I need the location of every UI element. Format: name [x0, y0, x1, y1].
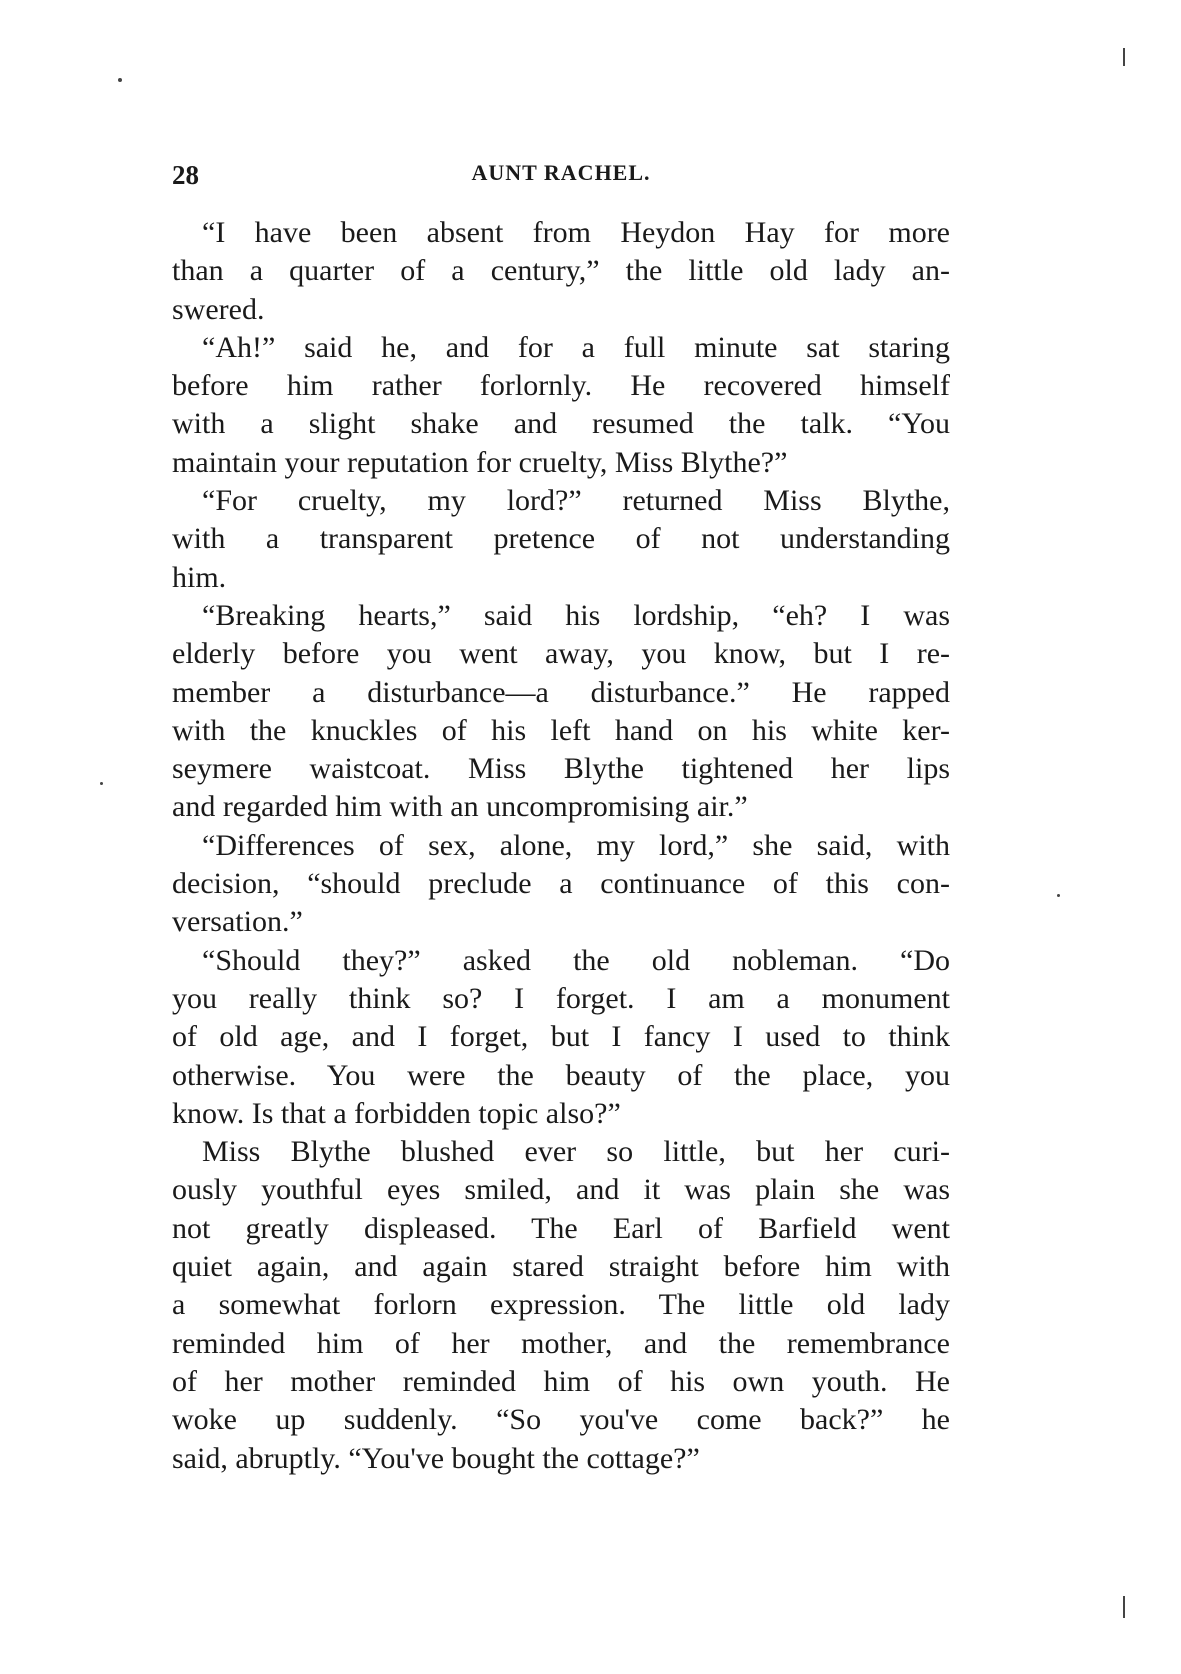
text-line: “Ah!” said he, and for a full minute sat staring — [202, 330, 950, 364]
text-line: elderly before you went away, you know, but I re- — [172, 637, 950, 671]
text-line: “I have been absent from Heydon Hay for more — [202, 216, 950, 249]
text-line: know. Is that a forbidden topic also?” — [172, 1096, 621, 1130]
text-line: member a disturbance—a disturbance.” He rapped — [172, 675, 950, 709]
text-line: swered. — [172, 292, 265, 326]
scan-speck — [100, 782, 103, 785]
text-line: said, abruptly. “You've bought the cottage?” — [172, 1441, 700, 1475]
text-line: woke up suddenly. “So you've come back?” he — [172, 1403, 950, 1437]
text-line: Miss Blythe blushed ever so little, but her curi- — [202, 1135, 950, 1169]
text-line: reminded him of her mother, and the remembrance — [172, 1326, 950, 1360]
text-line: than a quarter of a century,” the little old lady an- — [172, 254, 950, 288]
text-line: otherwise. You were the beauty of the place, you — [172, 1058, 950, 1092]
text-line: a somewhat forlorn expression. The little old lady — [172, 1288, 950, 1322]
text-line: with the knuckles of his left hand on his white ker- — [172, 713, 950, 747]
paragraph — [172, 1133, 950, 1478]
scan-speck — [1123, 1596, 1125, 1618]
text-line: ously youthful eyes smiled, and it was plain she was — [172, 1173, 950, 1207]
text-line: “For cruelty, my lord?” returned Miss Blythe, — [202, 484, 950, 518]
text-line: him. — [172, 560, 227, 594]
text-line: “Breaking hearts,” said his lordship, “eh? I was — [202, 598, 950, 632]
paragraph — [172, 827, 950, 942]
text-line: before him rather forlornly. He recovered himself — [172, 369, 950, 403]
paragraph — [172, 482, 950, 597]
text-line: seymere waistcoat. Miss Blythe tightened her lips — [172, 752, 950, 786]
page-number: 28 — [172, 160, 199, 190]
running-title: AUNT RACHEL. — [471, 160, 651, 185]
text-line: “Should they?” asked the old nobleman. “Do — [202, 943, 950, 977]
text-line: you really think so? I forget. I am a monument — [172, 981, 950, 1015]
scan-speck — [1057, 894, 1060, 897]
text-line: of old age, and I forget, but I fancy I used to think — [172, 1020, 950, 1054]
text-line: “Differences of sex, alone, my lord,” she said, with — [202, 828, 950, 862]
body-text — [172, 214, 950, 1478]
text-line: of her mother reminded him of his own youth. He — [172, 1364, 950, 1398]
text-line: decision, “should preclude a continuance of this con- — [172, 867, 950, 901]
page-header — [172, 160, 950, 200]
text-line: versation.” — [172, 905, 303, 939]
paragraph — [172, 597, 950, 827]
text-line: quiet again, and again stared straight before him with — [172, 1250, 950, 1284]
paragraph — [172, 329, 950, 482]
text-line: and regarded him with an uncompromising air.” — [172, 790, 748, 824]
paragraph — [172, 942, 950, 1133]
paragraph — [172, 214, 950, 329]
scan-speck — [118, 78, 122, 82]
text-line: with a slight shake and resumed the talk. “You — [172, 407, 950, 441]
scan-speck — [1123, 48, 1125, 66]
text-line: maintain your reputation for cruelty, Miss Blythe?” — [172, 445, 788, 479]
text-line: with a transparent pretence of not understanding — [172, 522, 950, 556]
text-line: not greatly displeased. The Earl of Barfield went — [172, 1211, 950, 1245]
